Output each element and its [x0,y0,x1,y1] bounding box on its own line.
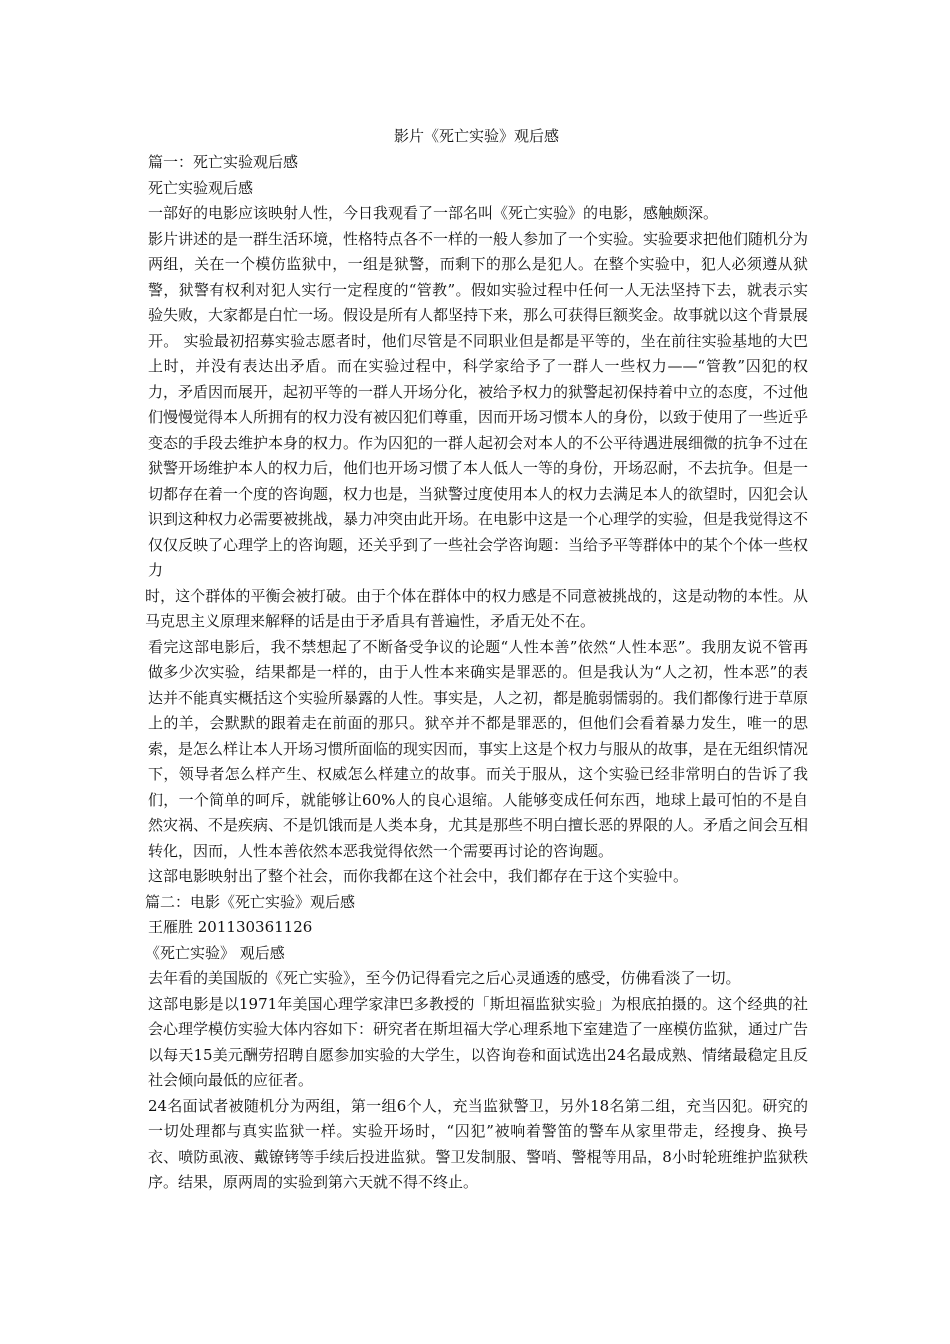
paragraph: 这部电影映射出了整个社会，而你我都在这个社会中，我们都存在于这个实验中。 [148,867,689,885]
section-heading-1: 篇一：死亡实验观后感 [148,153,299,171]
section-heading-2: 篇二：电影《死亡实验》观后感 [145,892,356,911]
paragraph: 去年看的美国版的《死亡实验》，至今仍记得看完之后心灵通透的感受，仿佛看淡了一切。 [148,969,741,987]
paragraph: 影片讲述的是一群生活环境，性格特点各不一样的一般人参加了一个实验。实验要求把他们随机分为两组，关在一个模仿监狱中，一组是狱警，而剩下的那么是犯人。在整个实验中，犯人必须遵从狱警，狱警有权利对犯人实行一定程度的“管教”。假如实验过程中任何一人无法坚持下去，就表示实验失败，大家都是白忙一场。假设是所有人都坚持下来，那么可获得巨额奖金。故事就以这个背景展开。 实验最初招募实验志愿者时，他们尽管是不同职业但是都是平等的，坐在前往实验基地的大巴上时，并没有表达出矛盾。而在实验过程中，科学家给予了一群人一些权力——“管教”囚犯的权力，矛盾因而展开，起初平等的一群人开场分化，被给予权力的狱警起初保持着中立的态度，不过他们慢慢觉得本人所拥有的权力没有被囚犯们尊重，因而开场习惯本人的身份，以致于使用了一些近乎变态的手段去维护本身的权力。作为囚犯的一群人起初会对本人的不公平待遇进展细微的抗争不过在狱警开场维护本人的权力后，他们也开场习惯了本人低人一等的身份，开场忍耐，不去抗争。但是一切都存在着一个度的咨询题，权力也是，当狱警过度使用本人的权力去满足本人的欲望时，囚犯会认识到这种权力必需要被挑战，暴力冲突由此开场。在电影中这是一个心理学的实验，但是我觉得这不仅仅反映了心理学上的咨询题，还关乎到了一些社会学咨询题：当给予平等群体中的某个个体一些权力 [148,229,809,579]
paragraph: 时，这个群体的平衡会被打破。由于个体在群体中的权力感是不同意被挑战的，这是动物的本性。从马克思主义原理来解释的话是由于矛盾具有普遍性，矛盾无处不在。 [145,586,808,630]
document-page [145,124,808,1196]
subtitle-2: 《死亡实验》 观后感 [145,943,285,962]
subtitle-1: 死亡实验观后感 [148,178,254,197]
paragraph: 一部好的电影应该映射人性，今日我观看了一部名叫《死亡实验》的电影，感触颇深。 [148,204,719,222]
paragraph: 看完这部电影后，我不禁想起了不断备受争议的论题“人性本善”依然“人性本恶”。我朋友说不管再做多少次实验，结果都是一样的，由于人性本来确实是罪恶的。但是我认为“人之初，性本恶”的表达并不能真实概括这个实验所暴露的人性。事实是，人之初，都是脆弱懦弱的。我们都像行进于草原上的羊，会默默的跟着走在前面的那只。狱卒并不都是罪恶的，但他们会看着暴力发生，唯一的思索，是怎么样让本人开场习惯所面临的现实因而，事实上这是个权力与服从的故事，是在无组织情况下，领导者怎么样产生、权威怎么样建立的故事。而关于服从，这个实验已经非常明白的告诉了我们，一个简单的呵斥，就能够让60%人的良心退缩。人能够变成任何东西，地球上最可怕的不是自然灾祸、不是疾病、不是饥饿而是人类本身，尤其是那些不明白擅长恶的界限的人。矛盾之间会互相转化，因而，人性本善依然本恶我觉得依然一个需要再讨论的咨询题。 [148,637,809,860]
paragraph: 这部电影是以1971年美国心理学家津巴多教授的「斯坦福监狱实验」为根底拍摄的。这个经典的社会心理学模仿实验大体内容如下：研究者在斯坦福大学心理系地下室建造了一座模仿监狱，通过广告以每天15美元酬劳招聘自愿参加实验的大学生，以咨询卷和面试选出24名最成熟、情绪最稳定且反社会倾向最低的应征者。 [148,994,809,1089]
document-title: 影片《死亡实验》观后感 [393,127,559,145]
author-line: 王雁胜 201130361126 [148,918,313,936]
paragraph: 24名面试者被随机分为两组，第一组6个人，充当监狱警卫，另外18名第二组，充当囚犯。研究的一切处理都与真实监狱一样。实验开场时，“囚犯”被响着警笛的警车从家里带走，经搜身、换号衣、喷防虱液、戴镣铐等手续后投进监狱。警卫发制服、警哨、警棍等用品，8小时轮班维护监狱秩序。结果，原两周的实验到第六天就不得不终止。 [148,1096,808,1191]
